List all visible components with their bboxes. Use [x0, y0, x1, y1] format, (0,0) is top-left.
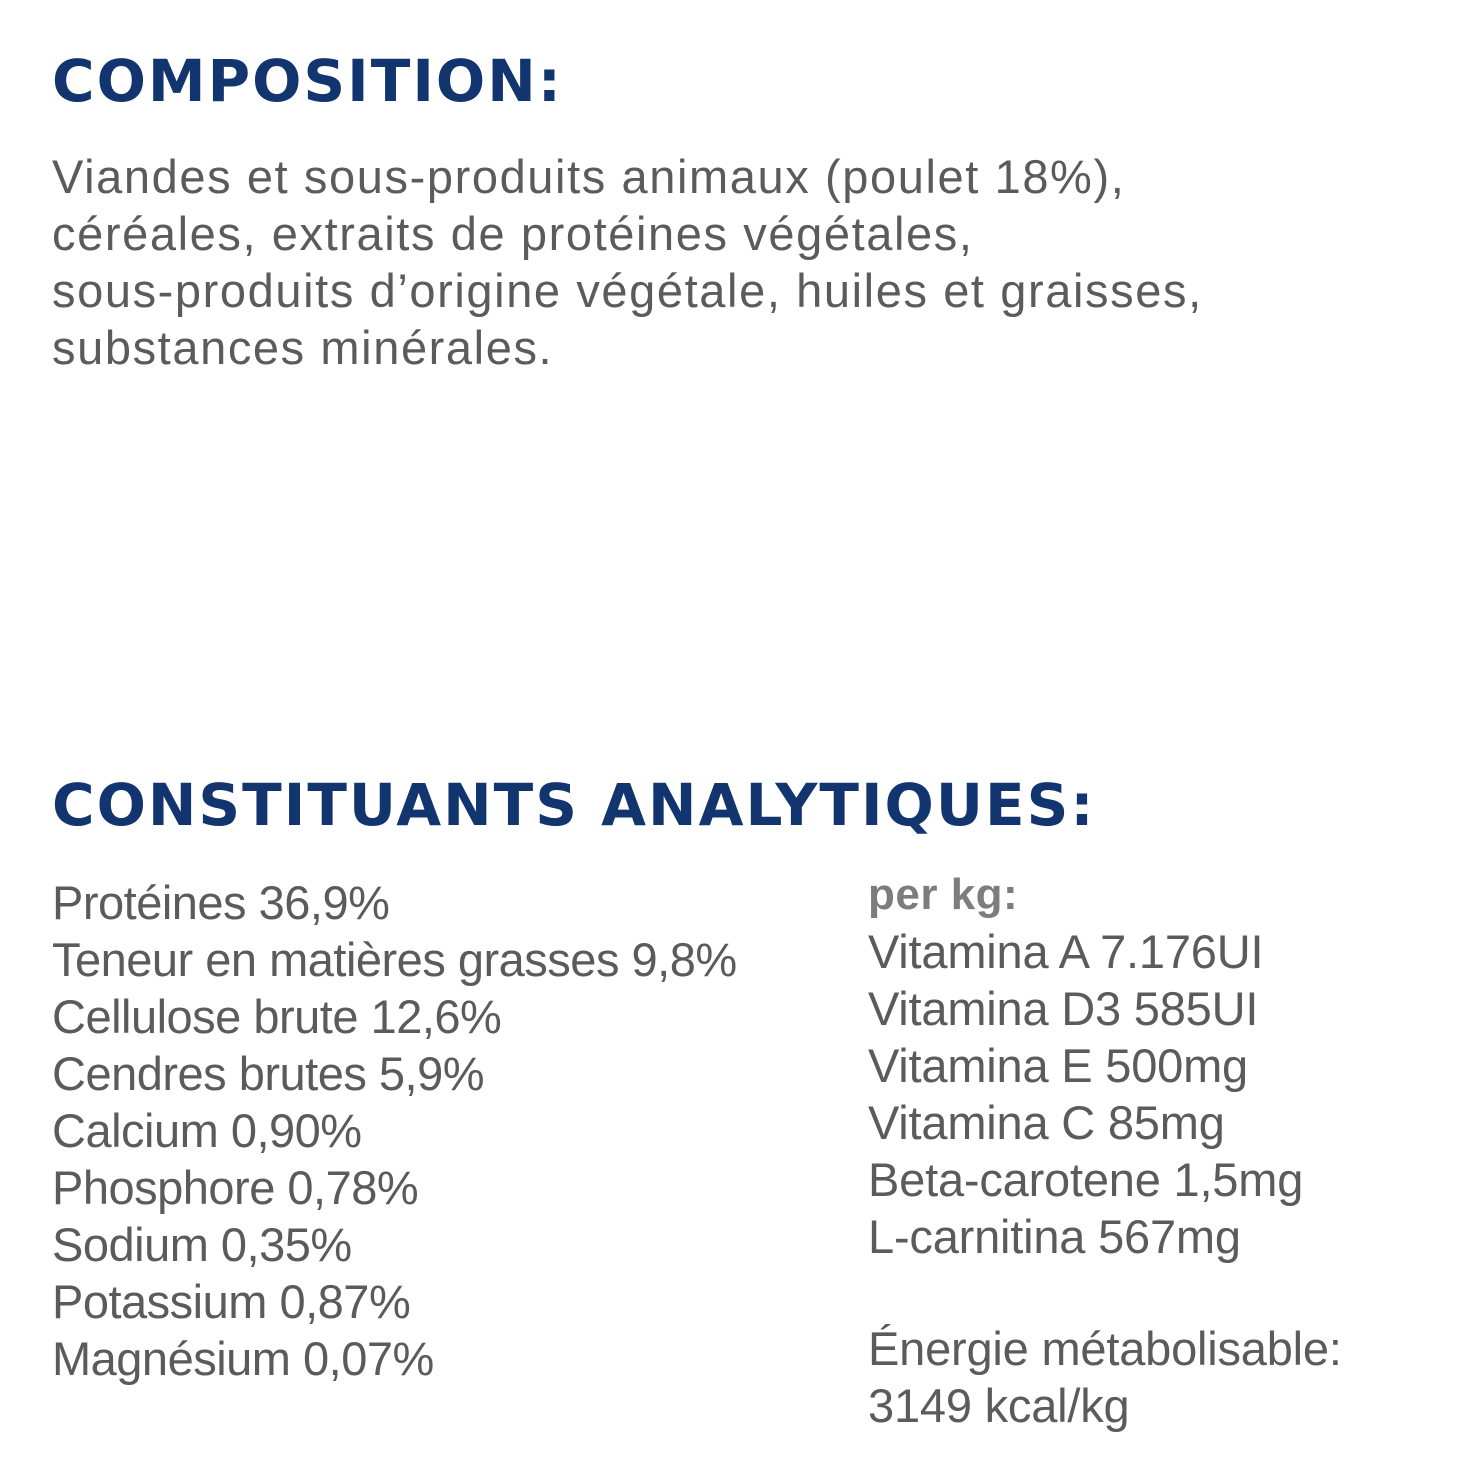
vitamin-item: Vitamina E 500mg	[868, 1039, 1248, 1092]
constituent-item: Phosphore 0,78%	[52, 1161, 419, 1214]
constituents-heading: CONSTITUANTS ANALYTIQUES:	[52, 771, 1096, 839]
constituent-item: Cendres brutes 5,9%	[52, 1047, 485, 1100]
composition-line: sous-produits d’origine végétale, huiles et graisses,	[52, 264, 1203, 317]
composition-heading: COMPOSITION:	[52, 47, 563, 115]
constituent-item: Magnésium 0,07%	[52, 1332, 434, 1385]
constituent-item: Teneur en matières grasses 9,8%	[52, 933, 737, 986]
vitamin-item: Vitamina A 7.176UI	[868, 925, 1264, 978]
constituent-item: Cellulose brute 12,6%	[52, 990, 502, 1043]
vitamin-item: L-carnitina 567mg	[868, 1210, 1241, 1263]
per-kg-label: per kg:	[868, 870, 1019, 919]
vitamin-item: Vitamina D3 585UI	[868, 982, 1259, 1035]
energy-label: Énergie métabolisable:	[868, 1322, 1342, 1375]
metabolizable-energy	[868, 1320, 1342, 1434]
constituent-item: Sodium 0,35%	[52, 1218, 352, 1271]
per-kg-block	[868, 866, 1303, 1265]
energy-value: 3149 kcal/kg	[868, 1379, 1130, 1432]
vitamin-item: Beta-carotene 1,5mg	[868, 1153, 1304, 1206]
composition-line: substances minérales.	[52, 321, 554, 374]
analytical-constituents-list	[52, 874, 737, 1387]
composition-line: Viandes et sous-produits animaux (poulet 18%),	[52, 150, 1126, 203]
composition-line: céréales, extraits de protéines végétales,	[52, 207, 974, 260]
constituent-item: Potassium 0,87%	[52, 1275, 411, 1328]
composition-text	[52, 148, 1452, 376]
constituent-item: Protéines 36,9%	[52, 876, 390, 929]
vitamin-item: Vitamina C 85mg	[868, 1096, 1225, 1149]
vitamins-list	[868, 923, 1303, 1265]
constituent-item: Calcium 0,90%	[52, 1104, 362, 1157]
